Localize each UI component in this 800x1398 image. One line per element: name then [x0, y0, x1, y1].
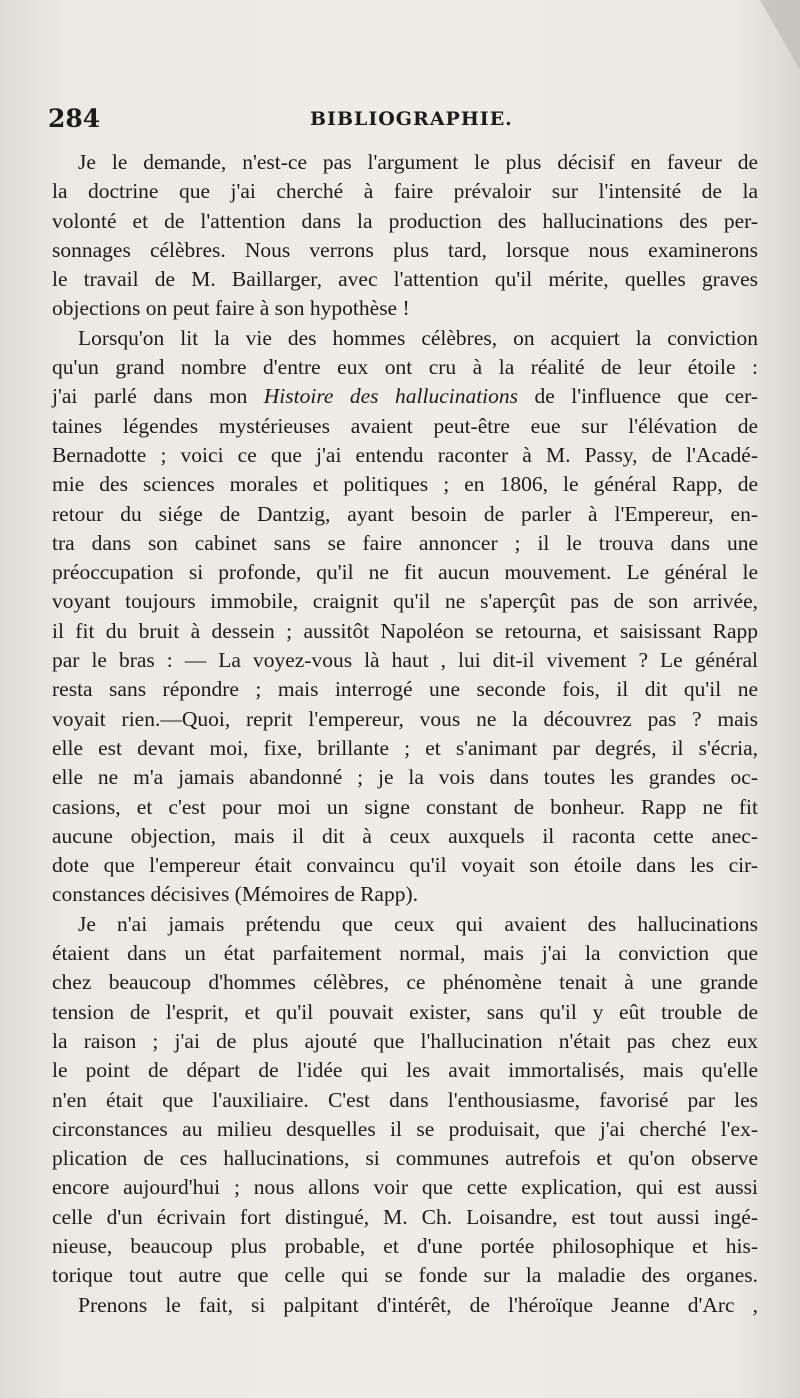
text-line: tension de l'esprit, et qu'il pouvait exister, sans qu'il y eût trouble de — [52, 999, 758, 1024]
text-line: retour du siége de Dantzig, ayant besoin de parler à l'Empereur, en- — [52, 501, 758, 526]
text-line: tra dans son cabinet sans se faire annoncer ; il le trouva dans une — [52, 530, 758, 555]
text-line: le point de départ de l'idée qui les avait immortalisés, mais qu'elle — [52, 1058, 758, 1083]
text-line: Bernadotte ; voici ce que j'ai entendu raconter à M. Passy, de l'Acadé- — [52, 442, 758, 467]
text-line: mie des sciences morales et politiques ; en 1806, le général Rapp, de — [52, 472, 758, 497]
text-line: aucune objection, mais il dit à ceux auxquels il raconta cette anec- — [52, 823, 758, 848]
text-line: nieuse, beaucoup plus probable, et d'une portée philosophique et his- — [52, 1233, 758, 1258]
running-title: BIBLIOGRAPHIE. — [310, 108, 513, 130]
text-line: voyait rien.—Quoi, reprit l'empereur, vous ne la découvrez pas ? mais — [52, 706, 758, 731]
text-line: chez beaucoup d'hommes célèbres, ce phénomène tenait à une grande — [52, 970, 758, 995]
text-line: constances décisives (Mémoires de Rapp). — [52, 882, 418, 907]
body-text — [52, 148, 758, 1320]
text-line: par le bras : — La voyez-vous là haut , lui dit-il vivement ? Le général — [52, 648, 758, 673]
text-line: sonnages célèbres. Nous verrons plus tard, lorsque nous examinerons — [52, 237, 758, 262]
text-line: resta sans répondre ; mais interrogé une seconde fois, il dit qu'il ne — [52, 677, 758, 702]
text-line: Lorsqu'on lit la vie des hommes célèbres, on acquiert la conviction — [78, 325, 758, 350]
page-header — [48, 104, 758, 140]
text-line: voyant toujours immobile, craignit qu'il ne s'aperçût pas de son arrivée, — [52, 589, 758, 614]
text-line: j'ai parlé dans mon Histoire des hallucinations de l'influence que cer- — [52, 384, 758, 409]
text-line: il fit du bruit à dessein ; aussitôt Napoléon se retourna, et saisissant Rapp — [52, 618, 758, 643]
text-line: elle est devant moi, fixe, brillante ; et s'animant par degrés, il s'écria, — [52, 735, 758, 760]
text-line: objections on peut faire à son hypothèse ! — [52, 296, 410, 321]
text-line: torique tout autre que celle qui se fonde sur la maladie des organes. — [52, 1263, 758, 1288]
page-corner-fold — [760, 0, 800, 70]
text-line: plication de ces hallucinations, si communes autrefois et qu'on observe — [52, 1146, 758, 1171]
text-line: la doctrine que j'ai cherché à faire prévaloir sur l'intensité de la — [52, 179, 758, 204]
text-line: elle ne m'a jamais abandonné ; je la vois dans toutes les grandes oc- — [52, 765, 758, 790]
text-line: celle d'un écrivain fort distingué, M. Ch. Loisandre, est tout aussi ingé- — [52, 1204, 758, 1229]
text-line: taines légendes mystérieuses avaient peut-être eue sur l'élévation de — [52, 413, 758, 438]
text-line: casions, et c'est pour moi un signe constant de bonheur. Rapp ne fit — [52, 794, 758, 819]
text-line: dote que l'empereur était convaincu qu'il voyait son étoile dans les cir- — [52, 853, 758, 878]
text-line: la raison ; j'ai de plus ajouté que l'hallucination n'était pas chez eux — [52, 1028, 758, 1053]
text-line: Prenons le fait, si palpitant d'intérêt, de l'héroïque Jeanne d'Arc , — [78, 1292, 758, 1317]
page-number: 284 — [48, 104, 101, 133]
book-title-italic: Histoire des hallucinations — [263, 384, 519, 409]
text-line: circonstances au milieu desquelles il se produisait, que j'ai cherché l'ex- — [52, 1116, 758, 1141]
text-line: le travail de M. Baillarger, avec l'attention qu'il mérite, quelles graves — [52, 267, 758, 292]
text-line: Je n'ai jamais prétendu que ceux qui avaient des hallucinations — [78, 911, 758, 936]
text-line: étaient dans un état parfaitement normal, mais j'ai la conviction que — [52, 941, 758, 966]
text-line: encore aujourd'hui ; nous allons voir que cette explication, qui est aussi — [52, 1175, 758, 1200]
text-line: Je le demande, n'est-ce pas l'argument le plus décisif en faveur de — [78, 150, 758, 174]
text-line: n'en était que l'auxiliaire. C'est dans l'enthousiasme, favorisé par les — [52, 1087, 758, 1112]
text-line: volonté et de l'attention dans la production des hallucinations des per- — [52, 208, 758, 233]
text-line: préoccupation si profonde, qu'il ne fit aucun mouvement. Le général le — [52, 560, 758, 585]
text-line: qu'un grand nombre d'entre eux ont cru à la réalité de leur étoile : — [52, 355, 758, 380]
